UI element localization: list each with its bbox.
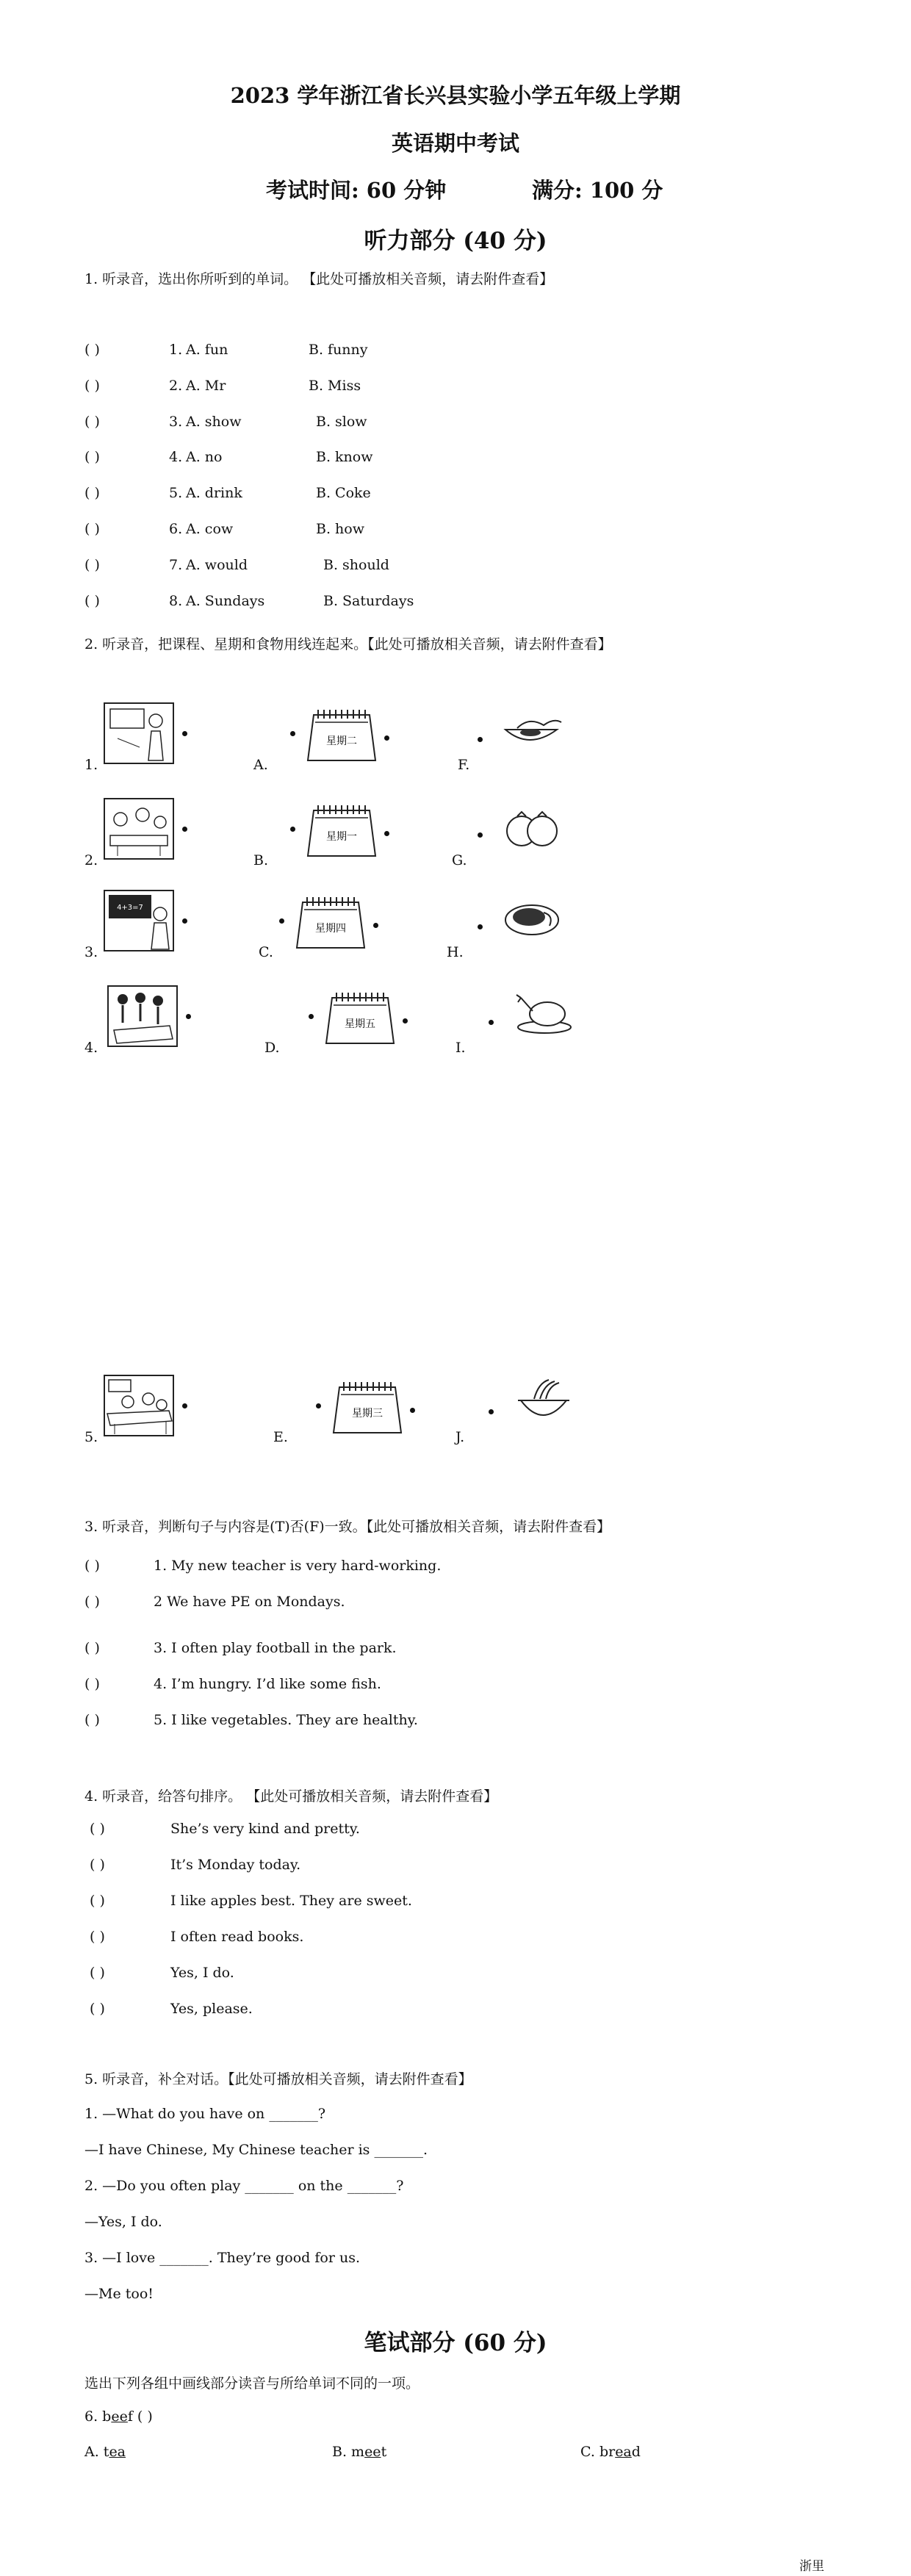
tf-blank[interactable]: ( ): [84, 1676, 100, 1692]
q6-stem: [84, 2408, 153, 2425]
match-dot[interactable]: [384, 735, 389, 741]
svg-text:4+3=7: 4+3=7: [117, 904, 143, 912]
food-picture: [511, 1375, 577, 1431]
class-picture: [103, 1374, 175, 1440]
classroom-scene-icon: [107, 985, 179, 1048]
food-dish-icon: [500, 703, 566, 756]
day-label: C.: [259, 944, 273, 960]
option-b[interactable]: B. Coke: [316, 485, 371, 501]
classroom-scene-icon: [103, 702, 175, 765]
answer-blank[interactable]: ( ): [84, 342, 100, 358]
order-blank[interactable]: ( ): [90, 1857, 105, 1873]
exam-title-line1: 2023 学年浙江省长兴县实验小学五年级上学期: [230, 83, 681, 108]
match-dot[interactable]: [403, 1018, 408, 1023]
match-dot[interactable]: [316, 1403, 321, 1408]
q6-option-c-post: d: [631, 2444, 641, 2460]
food-label: J.: [455, 1429, 465, 1445]
match-dot[interactable]: [182, 1403, 187, 1408]
order-blank[interactable]: ( ): [90, 2001, 105, 2017]
q6-option-a-pre: A. t: [84, 2444, 109, 2460]
q6-option-b[interactable]: [332, 2444, 386, 2460]
option-b[interactable]: B. how: [316, 521, 364, 537]
item-number: 1.: [169, 342, 183, 358]
match-dot[interactable]: [410, 1408, 415, 1413]
q2-instruction: 2. 听录音，把课程、星期和食物用线连起来。【此处可播放相关音频，请去附件查看】: [84, 636, 612, 652]
dialogue-line[interactable]: —Me too!: [84, 2286, 154, 2302]
listening-section-title: 听力部分 (40 分): [364, 228, 547, 254]
option-b[interactable]: B. slow: [316, 414, 367, 430]
option-b[interactable]: B. know: [316, 449, 373, 465]
tf-sentence: 4. I’m hungry. I’d like some fish.: [154, 1676, 381, 1692]
food-picture: [500, 891, 566, 946]
match-dot[interactable]: [489, 1020, 494, 1025]
q6-option-c-underline: ea: [615, 2444, 632, 2460]
item-number: 6.: [169, 521, 183, 537]
day-label: A.: [253, 757, 268, 773]
match-dot[interactable]: [182, 918, 187, 924]
option-a[interactable]: A. drink: [186, 485, 242, 501]
food-dish-icon: [511, 986, 577, 1039]
day-label: E.: [273, 1429, 288, 1445]
option-a[interactable]: A. Mr: [186, 378, 226, 394]
day-calendar: [294, 895, 367, 955]
calendar-day-text: 星期一: [326, 831, 357, 843]
q5-instruction: 5. 听录音，补全对话。【此处可播放相关音频，请去附件查看】: [84, 2071, 472, 2087]
tf-blank[interactable]: ( ): [84, 1594, 100, 1610]
order-blank[interactable]: ( ): [90, 1929, 105, 1945]
q6-stem-post: f ( ): [127, 2408, 153, 2425]
exam-title-line2: 英语期中考试: [391, 131, 519, 156]
option-a[interactable]: A. cow: [186, 521, 234, 537]
food-dish-icon: [500, 891, 566, 943]
tf-sentence: 2 We have PE on Mondays.: [154, 1594, 345, 1610]
classroom-scene-icon: [103, 1374, 175, 1437]
dialogue-line[interactable]: —Yes, I do.: [84, 2214, 162, 2230]
class-label: 5.: [84, 1429, 98, 1445]
desk-calendar-icon: [305, 803, 378, 860]
q6-option-b-underline: ee: [364, 2444, 381, 2460]
q6-stem-pre: 6. b: [84, 2408, 112, 2425]
desk-calendar-icon: [323, 990, 397, 1048]
desk-calendar-icon: [331, 1380, 404, 1437]
q6-option-c-pre: C. br: [580, 2444, 616, 2460]
classroom-scene-icon: [103, 889, 175, 952]
match-dot[interactable]: [290, 731, 295, 736]
q6-option-a[interactable]: [84, 2444, 126, 2460]
calendar-day-text: 星期五: [345, 1018, 375, 1030]
food-label: I.: [455, 1040, 466, 1056]
option-a[interactable]: A. fun: [186, 342, 228, 358]
calendar-day-text: 星期三: [352, 1408, 383, 1420]
answer-sentence: She’s very kind and pretty.: [170, 1821, 360, 1837]
match-dot[interactable]: [478, 737, 483, 742]
match-dot[interactable]: [489, 1409, 494, 1414]
day-label: D.: [264, 1040, 280, 1056]
class-picture: [103, 702, 175, 768]
answer-sentence: I often read books.: [170, 1929, 304, 1945]
desk-calendar-icon: [294, 895, 367, 952]
answer-blank[interactable]: ( ): [84, 521, 100, 537]
q6-option-b-pre: B. m: [332, 2444, 365, 2460]
class-label: 2.: [84, 852, 98, 868]
match-dot[interactable]: [478, 832, 483, 838]
order-blank[interactable]: ( ): [90, 1893, 105, 1909]
match-dot[interactable]: [478, 924, 483, 929]
q6-stem-underline: ee: [111, 2408, 128, 2425]
writing-section-title: 笔试部分 (60 分): [364, 2330, 547, 2356]
match-dot[interactable]: [186, 1014, 191, 1019]
day-calendar: [331, 1380, 404, 1440]
item-number: 8.: [169, 593, 183, 609]
answer-sentence: I like apples best. They are sweet.: [170, 1893, 412, 1909]
footer-mark: 浙里: [799, 2559, 824, 2574]
option-b[interactable]: B. funny: [309, 342, 368, 358]
full-score: 满分: 100 分: [532, 178, 663, 203]
match-dot[interactable]: [182, 827, 187, 832]
option-a[interactable]: A. show: [186, 414, 242, 430]
food-label: G.: [452, 852, 467, 868]
item-number: 5.: [169, 485, 183, 501]
option-b[interactable]: B. should: [323, 557, 389, 573]
calendar-day-text: 星期四: [315, 923, 346, 935]
food-picture: [511, 986, 577, 1042]
order-blank[interactable]: ( ): [90, 1965, 105, 1981]
food-label: F.: [458, 757, 470, 773]
tf-blank[interactable]: ( ): [84, 1640, 100, 1656]
day-calendar: [323, 990, 397, 1051]
food-dish-icon: [500, 799, 566, 852]
match-dot[interactable]: [279, 918, 284, 924]
tf-sentence: 3. I often play football in the park.: [154, 1640, 397, 1656]
option-b[interactable]: B. Saturdays: [323, 593, 414, 609]
dialogue-line[interactable]: 3. —I love _______. They’re good for us.: [84, 2250, 360, 2266]
answer-blank[interactable]: ( ): [84, 593, 100, 609]
class-label: 1.: [84, 757, 98, 773]
match-dot[interactable]: [384, 831, 389, 836]
exam-time: 考试时间: 60 分钟: [266, 178, 447, 203]
answer-sentence: Yes, I do.: [170, 1965, 234, 1981]
q6-option-b-post: t: [381, 2444, 387, 2460]
calendar-day-text: 星期二: [326, 735, 357, 747]
q3-instruction: 3. 听录音，判断句子与内容是(T)否(F)一致。【此处可播放相关音频，请去附件查看】: [84, 1519, 611, 1535]
day-calendar: [305, 803, 378, 863]
class-label: 3.: [84, 944, 98, 960]
tf-sentence: 1. My new teacher is very hard-working.: [154, 1558, 442, 1574]
answer-blank[interactable]: ( ): [84, 378, 100, 394]
answer-sentence: Yes, please.: [170, 2001, 253, 2017]
q4-instruction: 4. 听录音，给答句排序。 【此处可播放相关音频，请去附件查看】: [84, 1788, 498, 1805]
q6-option-c[interactable]: [580, 2444, 641, 2460]
desk-calendar-icon: [305, 708, 378, 765]
dialogue-line[interactable]: 1. —What do you have on _______?: [84, 2106, 326, 2122]
food-picture: [500, 703, 566, 759]
day-calendar: [305, 708, 378, 768]
answer-blank[interactable]: ( ): [84, 557, 100, 573]
item-number: 4.: [169, 449, 183, 465]
option-a[interactable]: A. Sundays: [186, 593, 265, 609]
option-a[interactable]: A. no: [186, 449, 223, 465]
option-a[interactable]: A. would: [186, 557, 248, 573]
item-number: 7.: [169, 557, 183, 573]
class-picture: [103, 797, 175, 863]
answer-blank[interactable]: ( ): [84, 414, 100, 430]
item-number: 3.: [169, 414, 183, 430]
food-picture: [500, 799, 566, 855]
answer-sentence: It’s Monday today.: [170, 1857, 301, 1873]
day-label: B.: [253, 852, 269, 868]
answer-blank[interactable]: ( ): [84, 485, 100, 501]
dialogue-line[interactable]: 2. —Do you often play _______ on the _______?: [84, 2178, 404, 2194]
tf-blank[interactable]: ( ): [84, 1712, 100, 1728]
match-dot[interactable]: [290, 827, 295, 832]
order-blank[interactable]: ( ): [90, 1821, 105, 1837]
class-label: 4.: [84, 1040, 98, 1056]
class-picture: [103, 889, 175, 955]
match-dot[interactable]: [309, 1014, 314, 1019]
match-dot[interactable]: [373, 923, 378, 928]
option-b[interactable]: B. Miss: [309, 378, 361, 394]
tf-blank[interactable]: ( ): [84, 1558, 100, 1574]
q1-instruction: 1. 听录音，选出你所听到的单词。 【此处可播放相关音频，请去附件查看】: [84, 271, 554, 287]
food-dish-icon: [511, 1375, 577, 1428]
class-picture: [107, 985, 179, 1051]
answer-blank[interactable]: ( ): [84, 449, 100, 465]
item-number: 2.: [169, 378, 183, 394]
match-dot[interactable]: [182, 731, 187, 736]
dialogue-line[interactable]: —I have Chinese, My Chinese teacher is _______.: [84, 2142, 428, 2158]
q6-option-a-underline: ea: [109, 2444, 126, 2460]
food-label: H.: [447, 944, 464, 960]
tf-sentence: 5. I like vegetables. They are healthy.: [154, 1712, 418, 1728]
classroom-scene-icon: [103, 797, 175, 860]
writing-instruction: 选出下列各组中画线部分读音与所给单词不同的一项。: [84, 2375, 420, 2392]
